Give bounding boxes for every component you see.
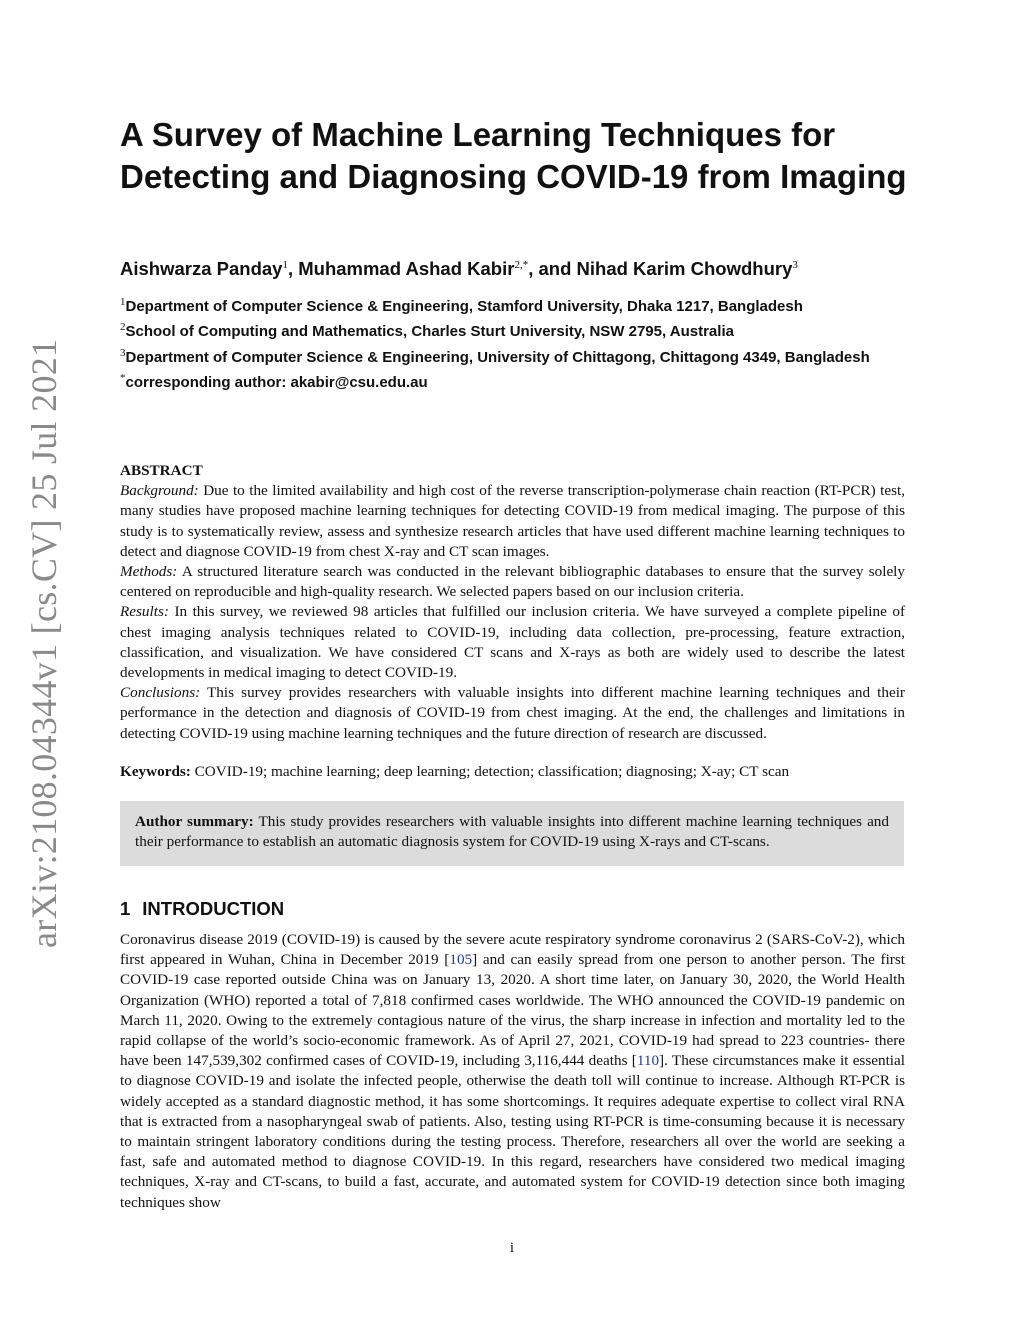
abstract-heading: ABSTRACT [120, 462, 203, 479]
keywords-text: COVID-19; machine learning; deep learning; detection; classification; diagnosing; X-ay; CT scan [194, 763, 790, 780]
affiliation-text: Department of Computer Science & Engineering, Stamford University, Dhaka 1217, Bangladesh [125, 298, 803, 315]
author-list [120, 253, 910, 281]
author-summary-text: This study provides researchers with valuable insights into different machine learning techniques and their performance to establish an automatic diagnosis system for COVID-19 using X-rays and CT-scans. [135, 813, 889, 851]
abstract-conclusions [120, 683, 905, 744]
author-separator: , [287, 258, 299, 280]
paper-title: A Survey of Machine Learning Techniques for Detecting and Diagnosing COVID-19 from Imaging [120, 116, 907, 195]
intro-text: Coronavirus disease 2019 (COVID-19) is caused by the severe acute respiratory syndrome coronavirus 2 (SARS-CoV-2), which first appeared in Wuhan, China in December 2019 [ [120, 931, 905, 969]
author-summary-box [120, 801, 904, 866]
abstract-text: Due to the limited availability and high cost of the reverse transcription-polymerase chain reaction (RT-PCR) test, many studies have proposed machine learning techniques for detecting COVID-19 from medical imaging. The purpose of this study is to systematically review, assess and synthesize research articles that have used different machine learning techniques to detect and diagnose COVID-19 from chest X-ray and CT scan images. [120, 482, 906, 560]
affiliation [120, 292, 910, 317]
affiliation-marker: 3 [120, 346, 126, 359]
abstract-text: In this survey, we reviewed 98 articles that fulfilled our inclusion criteria. We have surveyed a complete pipeline of chest imaging analysis techniques related to COVID-19, including data collection, pre-processing, feature extraction, classification, and visualization. We have considered CT scans and X-rays as both are widely used to describe the latest developments in medical imaging to detect COVID-19. [120, 603, 906, 682]
author-affiliation-marker: 1 [282, 259, 288, 271]
author-name: Muhammad Ashad Kabir [298, 258, 515, 280]
abstract-text: A structured literature search was conducted in the relevant bibliographic databases to ensure that the survey solely centered on reproducible and high-quality research. We selected papers based on our inclusion criteria. [120, 563, 905, 601]
corresponding-marker: * [120, 371, 126, 384]
author-summary [135, 812, 889, 852]
intro-text: ] and can easily spread from one person to another person. The first COVID-19 case reported outside China was on January 13, 2020. A short time later, on January 30, 2020, the World Health Organization (WHO) reported a total of 7,818 confirmed cases worldwide. The WHO announced the COVID-19 pandemic on March 11, 2020. Owing to the extremely contagious nature of the virus, the sharp increase in infection and mortality led to the rapid collapse of the world’s socio-economic framework. As of April 27, 2021, COVID-19 had spread to 223 countries- there have been 147,539,302 confirmed cases of COVID-19, including 3,116,444 deaths [ [120, 951, 905, 1070]
keywords-label: Keywords: [120, 763, 191, 780]
affiliations [120, 292, 910, 393]
abstract-label: Background: [120, 482, 199, 500]
abstract-label: Conclusions: [120, 684, 201, 702]
abstract-results [120, 602, 905, 683]
author-name: Aishwarza Panday [120, 258, 283, 280]
affiliation [120, 343, 910, 368]
intro-text: ]. These circumstances make it essential to diagnose COVID-19 and isolate the infected people, otherwise the death toll will continue to increase. Although RT-PCR is widely accepted as a standard diagnostic method, it has some shortcomings. It requires adequate expertise to collect viral RNA that is extracted from a nasopharyngeal swab of patients. Also, testing using RT-PCR is time-consuming because it is necessary to maintain stringent laboratory conditions during the testing process. Therefore, researchers all over the world are seeking a fast, safe and automated method to diagnose COVID-19. In this regard, researchers have considered two medical imaging techniques, X-ray and CT-scans, to build a fast, accurate, and automated system for COVID-19 detection since both imaging techniques show [120, 1052, 905, 1211]
introduction-paragraph [120, 930, 905, 1213]
abstract-label: Results: [120, 603, 169, 621]
corresponding-author [120, 368, 910, 393]
abstract [120, 461, 905, 744]
abstract-label: Methods: [120, 563, 178, 581]
author-name: Nihad Karim Chowdhury [576, 258, 793, 280]
page-number: i [509, 1240, 515, 1256]
abstract-methods [120, 562, 905, 602]
section-title: INTRODUCTION [142, 898, 285, 919]
section-heading [120, 897, 284, 921]
author-affiliation-marker: 2,* [514, 259, 529, 271]
citation-link[interactable]: 110 [636, 1052, 660, 1070]
author-summary-label: Author summary: [135, 813, 254, 830]
author-affiliation-marker: 3 [792, 259, 798, 271]
abstract-background [120, 481, 905, 562]
affiliation-marker: 1 [120, 296, 126, 308]
arxiv-identifier-stamp: arXiv:2108.04344v1 [cs.CV] 25 Jul 2021 [24, 338, 64, 948]
affiliation [120, 317, 910, 342]
author-separator: , and [528, 258, 577, 280]
affiliation-text: School of Computing and Mathematics, Charles Sturt University, NSW 2795, Australia [125, 323, 734, 341]
keywords [120, 762, 905, 782]
affiliation-marker: 2 [120, 321, 126, 334]
section-number: 1 [120, 898, 131, 919]
abstract-text: This survey provides researchers with valuable insights into different machine learning techniques and their performance in the detection and diagnosis of COVID-19 from chest imaging. At the end, the challenges and limitations in detecting COVID-19 using machine learning techniques and the future direction of research are discussed. [120, 684, 905, 742]
citation-link[interactable]: 105 [449, 951, 473, 969]
affiliation-text: Department of Computer Science & Engineering, University of Chittagong, Chittagong 4349, Bangladesh [125, 348, 870, 366]
corresponding-author-text: corresponding author: akabir@csu.edu.au [125, 373, 428, 391]
